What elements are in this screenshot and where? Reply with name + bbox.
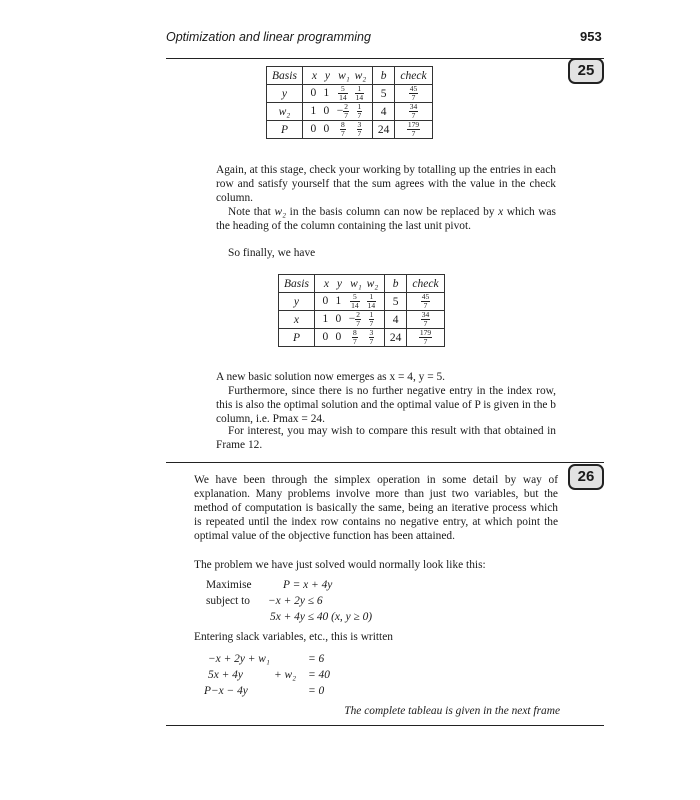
- frame25-paragraph-2: Note that w₂ in the basis column can now be replaced by x which was the heading of the column containing the last unit pivot.: [216, 206, 556, 232]
- constraint-1: −x + 2y ≤ 6: [268, 595, 323, 607]
- basis-cell: P: [267, 121, 303, 139]
- table-row: [267, 121, 433, 139]
- header-variables: x y w₁ w₂: [302, 67, 372, 85]
- maximise-label: Maximise: [206, 579, 252, 591]
- fraction: $\frac{179}{7}$: [419, 328, 432, 346]
- b-cell: 24: [372, 121, 395, 139]
- table-row: [279, 311, 445, 329]
- header-check: check: [407, 275, 444, 293]
- subject-to-label: subject to: [206, 595, 250, 607]
- frame25-paragraph-3: So finally, we have: [228, 247, 316, 259]
- fraction: $\frac{3}{7}$: [357, 120, 362, 138]
- fraction: $\frac{1}{7}$: [369, 310, 374, 328]
- b-cell: 5: [384, 293, 407, 311]
- header-basis: Basis: [267, 67, 303, 85]
- frame-25-badge: 25: [568, 58, 604, 84]
- check-cell: [407, 329, 444, 347]
- header-basis: Basis: [279, 275, 315, 293]
- frame-26-badge: 26: [568, 464, 604, 490]
- constraint-2: 5x + 4y ≤ 40 (x, y ≥ 0): [270, 611, 373, 623]
- b-cell: 5: [372, 85, 395, 103]
- basis-cell: w₂: [267, 103, 303, 121]
- check-cell: [395, 85, 432, 103]
- frame25-paragraph-6: For interest, you may wish to compare this result with that obtained in Frame 12.: [216, 425, 556, 451]
- fraction: $\frac{8}{7}$: [341, 120, 345, 138]
- fraction: $\frac{1}{7}$: [357, 102, 362, 120]
- header-b: b: [384, 275, 407, 293]
- table-row: [279, 293, 445, 311]
- check-cell: [395, 103, 432, 121]
- header-variables: x y w₁ w₂: [314, 275, 384, 293]
- b-cell: 4: [384, 311, 407, 329]
- simplex-tableau-1: [266, 66, 433, 139]
- frame26-paragraph-1: We have been through the simplex operation in some detail by way of explanation. Many problems involve more than just two variables, but the method of computation is basically the same, being an iterative process which is repeated until the index row contains no negative entry, at which point the optimal value of the objective function has been attained.: [194, 474, 558, 542]
- basis-cell: y: [267, 85, 303, 103]
- frame26-paragraph-3: Entering slack variables, etc., this is written: [194, 631, 393, 643]
- coefficient-cells: 0 1 $\frac{5}{14}$ $\frac{1}{14}$: [302, 85, 372, 103]
- running-title: Optimization and linear programming: [166, 30, 371, 44]
- table-header-row: [279, 275, 445, 293]
- coefficient-cells: 1 0 − $\frac{2}{7}$ $\frac{1}{7}$: [314, 311, 384, 329]
- coefficient-cells: 0 1 $\frac{5}{14}$ $\frac{1}{14}$: [314, 293, 384, 311]
- coefficient-cells: 0 0 $\frac{8}{7}$ $\frac{3}{7}$: [314, 329, 384, 347]
- basis-cell: y: [279, 293, 315, 311]
- header-rule: [166, 58, 604, 59]
- frame25-paragraph-4: A new basic solution now emerges as x = 4, y = 5.: [216, 371, 446, 383]
- fraction: $\frac{1}{14}$: [367, 292, 376, 310]
- table-header-row: [267, 67, 433, 85]
- footer-rule: [166, 725, 604, 726]
- coefficient-cells: 0 0 $\frac{8}{7}$ $\frac{3}{7}$: [302, 121, 372, 139]
- basis-cell: P: [279, 329, 315, 347]
- check-cell: [395, 121, 432, 139]
- fraction: $\frac{2}{7}$: [344, 102, 349, 120]
- b-cell: 4: [372, 103, 395, 121]
- table-row: [267, 85, 433, 103]
- next-frame-note: The complete tableau is given in the next frame: [344, 705, 560, 717]
- fraction: $\frac{34}{7}$: [421, 310, 430, 328]
- table-row: [267, 103, 433, 121]
- frame25-paragraph-1: Again, at this stage, check your working by totalling up the entries in each row and satisfy yourself that the sum agrees with the value in the check column.: [216, 164, 556, 204]
- fraction: $\frac{3}{7}$: [369, 328, 374, 346]
- frame25-paragraph-5: Furthermore, since there is no further negative entry in the index row, this is also the optimal solution and the optimal value of P is given in the b column, i.e. Pmax = 24.: [216, 385, 556, 425]
- check-cell: [407, 293, 444, 311]
- header-b: b: [372, 67, 395, 85]
- simplex-tableau-2: [278, 274, 445, 347]
- fraction: $\frac{45}{7}$: [409, 84, 418, 102]
- page-number: 953: [580, 29, 602, 44]
- header-check: check: [395, 67, 432, 85]
- fraction: $\frac{2}{7}$: [356, 310, 361, 328]
- check-cell: [407, 311, 444, 329]
- maximise-expression: P = x + 4y: [283, 579, 333, 591]
- fraction: $\frac{5}{14}$: [351, 292, 359, 310]
- b-cell: 24: [384, 329, 407, 347]
- table-row: [279, 329, 445, 347]
- fraction: $\frac{34}{7}$: [409, 102, 418, 120]
- fraction: $\frac{8}{7}$: [353, 328, 357, 346]
- fraction: $\frac{45}{7}$: [421, 292, 430, 310]
- coefficient-cells: 1 0 − $\frac{2}{7}$ $\frac{1}{7}$: [302, 103, 372, 121]
- fraction: $\frac{1}{14}$: [355, 84, 364, 102]
- fraction: $\frac{179}{7}$: [407, 120, 420, 138]
- basis-cell: x: [279, 311, 315, 329]
- fraction: $\frac{5}{14}$: [339, 84, 347, 102]
- frame-divider-rule: [166, 462, 604, 463]
- frame26-paragraph-2: The problem we have just solved would normally look like this:: [194, 559, 486, 571]
